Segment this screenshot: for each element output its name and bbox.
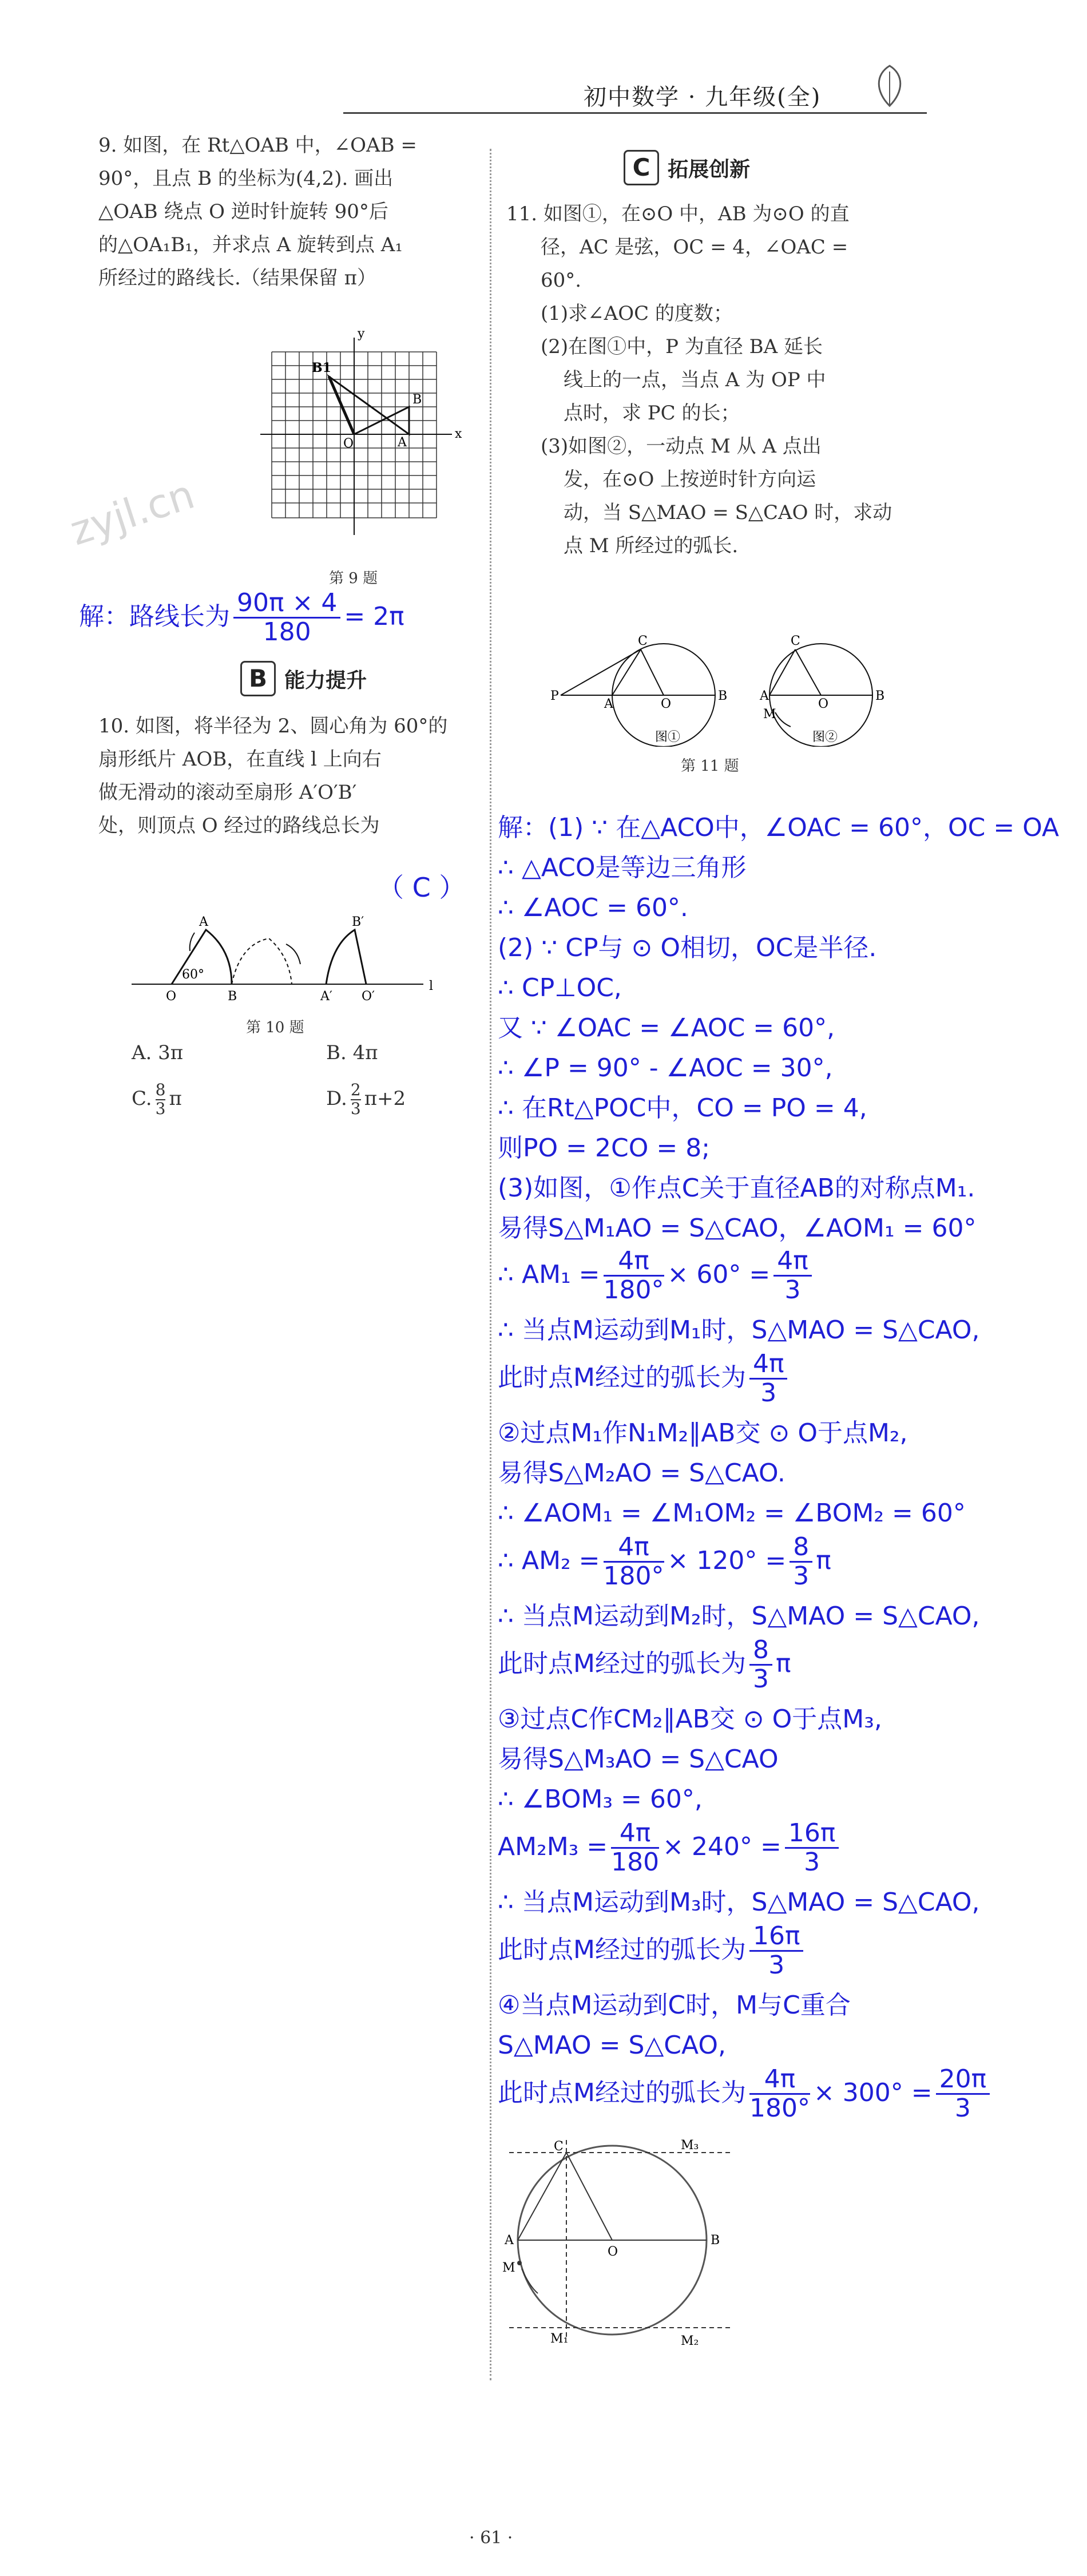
q11-fig2-label-m: M: [763, 707, 776, 722]
q9-caption: 第 9 题: [329, 570, 378, 587]
q10-sector-figure: [126, 910, 446, 1007]
solution-fig-label-m: M: [502, 2261, 515, 2275]
q11-fig2-caption: 图②: [812, 730, 838, 744]
q9-answer: 解：路线长为 $\frac{90\pi \times 4}{180}$ = 2π: [79, 588, 404, 647]
q9-grid-figure: [260, 320, 472, 549]
solution-fig-label-a: A: [505, 2233, 514, 2248]
solution-line-16: 易得S△M₂AO = S△CAO.: [498, 1459, 786, 1488]
solution-fig-label-m2: M₂: [681, 2334, 699, 2348]
q11-fig1-label-c: C: [638, 634, 648, 648]
section-c-title: 拓展创新: [668, 157, 751, 181]
solution-circle-figure: [498, 2134, 761, 2352]
solution-line-28: S△MAO = S△CAO,: [498, 2031, 726, 2060]
solution-line-20: 此时点M经过的弧长为 $\frac{8}{3}$ π: [498, 1635, 791, 1694]
q10-text: 10. 如图，将半径为 2、圆心角为 60°的 扇形纸片 AOB，在直线 l 上向右 做无滑动的滚动至扇形 A′O′B′ 处，则顶点 O 经过的路线总长为: [98, 715, 448, 837]
solution-line-14: 此时点M经过的弧长为 $\frac{4\pi}{3}$: [498, 1350, 791, 1408]
solution-line-29: 此时点M经过的弧长为 $\frac{4\pi}{180^\circ}$ × 300° = $\frac{20\pi}{3}$: [498, 2066, 993, 2123]
q11-fig2-label-b: B: [875, 689, 885, 703]
q10-option-c: C. $\frac{8}{3}$ π: [132, 1080, 182, 1118]
q9-label-b1: B1: [312, 360, 331, 375]
section-c-badge: C: [624, 150, 659, 185]
leaf-logo-icon: [870, 63, 910, 109]
solution-line-7: ∴ ∠P = 90° - ∠AOC = 30°,: [498, 1053, 833, 1083]
solution-line-5: ∴ CP⊥OC,: [498, 973, 622, 1002]
q10-label-a2: A′: [320, 989, 332, 1004]
q9-label-o: O: [343, 437, 354, 451]
q10-label-b2: B′: [352, 915, 364, 929]
q11-fig2-label-c: C: [791, 634, 800, 648]
page-number: · 61 ·: [469, 2528, 513, 2548]
q10-option-a: A. 3π: [132, 1041, 184, 1064]
solution-line-17: ∴ ∠AOM₁ = ∠M₁OM₂ = ∠BOM₂ = 60°: [498, 1499, 966, 1528]
header-rule: [343, 112, 927, 114]
solution-fig-label-o: O: [608, 2245, 618, 2259]
q9-text: 9. 如图，在 Rt△OAB 中，∠OAB = 90°，且点 B 的坐标为(4,2). 画出 △OAB 绕点 O 逆时针旋转 90°后 的△OA₁B₁，并求点 A 旋转到点 A₁ 所经过的路线长.（结果保留 π）: [98, 134, 417, 290]
solution-line-26: 此时点M经过的弧长为 $\frac{16\pi}{3}$: [498, 1923, 807, 1980]
q10-label-angle: 60°: [182, 968, 204, 982]
section-b-heading: [240, 661, 367, 696]
solution-line-9: 则PO = 2CO = 8;: [498, 1134, 711, 1163]
q10-caption: 第 10 题: [246, 1019, 304, 1036]
q11-fig1-label-b: B: [718, 689, 728, 703]
q11-figure-1: [549, 632, 755, 747]
solution-line-1: 解：(1) ∵ 在△ACO中，∠OAC = 60°，OC = OA: [498, 813, 1060, 842]
solution-line-3: ∴ ∠AOC = 60°.: [498, 893, 688, 922]
q10-label-o2: O′: [362, 989, 375, 1004]
q11-fig1-label-o: O: [661, 697, 672, 711]
column-separator: [490, 149, 491, 2380]
q10-option-b: B. 4π: [326, 1041, 378, 1064]
q11-figure-2: [755, 632, 904, 747]
solution-fig-label-m3: M₃: [681, 2138, 699, 2153]
solution-line-21: ③过点C作CM₂∥AB交 ⊙ O于点M₃,: [498, 1705, 882, 1734]
q11-fig2-label-a: A: [760, 689, 769, 703]
q10-label-l: l: [429, 979, 434, 993]
watermark: zyjl.cn: [64, 470, 200, 555]
solution-line-19: ∴ 当点M运动到M₂时，S△MAO = S△CAO,: [498, 1602, 980, 1631]
solution-fig-label-b: B: [711, 2233, 720, 2248]
q9-label-y: y: [358, 327, 365, 341]
section-b-badge: B: [240, 661, 276, 696]
solution-line-2: ∴ △ACO是等边三角形: [498, 853, 747, 882]
solution-line-24: AM₂M₃ = $\frac{4\pi}{180}$ × 240° = $\frac{16\pi}{3}$: [498, 1820, 842, 1877]
solution-fig-label-m1: M₁: [550, 2332, 569, 2346]
solution-line-8: ∴ 在Rt△POC中，CO = PO = 4,: [498, 1093, 867, 1123]
q11-fig1-label-a: A: [604, 697, 613, 711]
solution-line-10: (3)如图，①作点C关于直径AB的对称点M₁.: [498, 1174, 975, 1203]
q11-fig1-caption: 图①: [655, 730, 681, 744]
solution-line-18: ∴ AM₂ = $\frac{4\pi}{180^\circ}$ × 120° = $\frac{8}{3}$ π: [498, 1532, 831, 1591]
q10-label-o: O: [166, 989, 177, 1004]
q11-fig2-label-o: O: [818, 697, 829, 711]
q10-label-a: A: [199, 915, 208, 929]
solution-fig-label-c: C: [554, 2139, 564, 2154]
solution-line-6: 又 ∵ ∠OAC = ∠AOC = 60°,: [498, 1013, 835, 1043]
q9-label-b: B: [412, 393, 422, 407]
solution-line-27: ④当点M运动到C时，M与C重合: [498, 1991, 851, 2020]
section-b-title: 能力提升: [284, 668, 367, 692]
solution-line-12: ∴ AM₁ = $\frac{4\pi}{180^\circ}$ × 60° = $\frac{4\pi}{3}$: [498, 1247, 815, 1305]
q9-label-x: x: [455, 427, 462, 441]
q10-option-d: D. $\frac{2}{3}$ π+2: [326, 1080, 406, 1118]
q10-label-b: B: [228, 989, 237, 1004]
solution-line-25: ∴ 当点M运动到M₃时，S△MAO = S△CAO,: [498, 1888, 980, 1917]
running-header: 初中数学 · 九年级(全): [584, 84, 822, 110]
q9-label-a: A: [398, 435, 407, 450]
solution-line-11: 易得S△M₁AO = S△CAO，∠AOM₁ = 60°: [498, 1214, 977, 1243]
q11-text: 11. 如图①，在⊙O 中，AB 为⊙O 的直 径，AC 是弦，OC = 4，∠OAC = 60°. (1)求∠AOC 的度数； (2)在图①中，P 为直径 BA 延长 线上的一点，当点 A 为 OP 中 点时，求 PC 的长； (3)如图②，一动点 M 从 A 点出 发，在⊙O 上按逆时针方向运 动，当 S△MAO = S△CAO 时，求动 点 M 所经过的弧长.: [506, 203, 892, 557]
q10-answer: （ C ）: [378, 872, 466, 903]
solution-line-22: 易得S△M₃AO = S△CAO: [498, 1745, 779, 1774]
q11-caption: 第 11 题: [681, 758, 739, 775]
q11-fig1-label-p: P: [550, 689, 559, 703]
solution-line-4: (2) ∵ CP与 ⊙ O相切，OC是半径.: [498, 933, 877, 962]
solution-line-13: ∴ 当点M运动到M₁时，S△MAO = S△CAO,: [498, 1315, 980, 1345]
solution-line-15: ②过点M₁作N₁M₂∥AB交 ⊙ O于点M₂,: [498, 1418, 908, 1448]
section-c-heading: [624, 150, 750, 185]
solution-line-23: ∴ ∠BOM₃ = 60°,: [498, 1785, 703, 1814]
